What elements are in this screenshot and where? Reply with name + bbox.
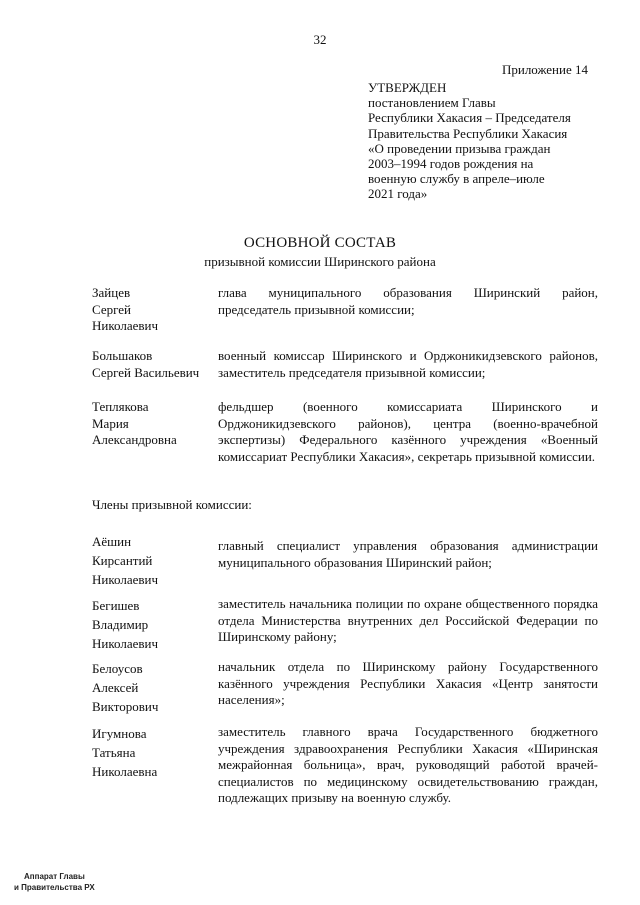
name-line: Теплякова bbox=[92, 399, 149, 414]
person-role: главный специалист управления образования администрации муниципального образования Ширинский район; bbox=[218, 538, 598, 570]
stamp-line: и Правительства РХ bbox=[14, 883, 95, 892]
name-line: Бегишев bbox=[92, 598, 140, 613]
person-name bbox=[92, 532, 222, 589]
name-line: Владимир bbox=[92, 617, 149, 632]
name-line: Большаков bbox=[92, 348, 153, 363]
person-name bbox=[92, 659, 222, 716]
name-line: Николаевич bbox=[92, 572, 158, 587]
person-role: начальник отдела по Ширинскому району Государственного казённого учреждения Республики Хакасия «Центр занятости населения»; bbox=[218, 659, 598, 708]
person-name bbox=[92, 399, 222, 449]
approval-line: военную службу в апреле–июле bbox=[368, 171, 545, 187]
approval-line: постановлением Главы bbox=[368, 95, 496, 111]
stamp-line: Аппарат Главы bbox=[24, 872, 85, 881]
person-role: заместитель главного врача Государственного бюджетного учреждения здравоохранения Республики Хакасия «Ширинская межрайонная больница», врач, руководящий работой врачей-специалистов по медицинскому освидетельствованию граждан, подлежащих призыву на военную службу. bbox=[218, 724, 598, 806]
name-line: Кирсантий bbox=[92, 553, 153, 568]
person-name bbox=[92, 348, 222, 381]
name-line: Николаевич bbox=[92, 318, 158, 334]
approval-line: 2003–1994 годов рождения на bbox=[368, 156, 534, 172]
name-line: Мария bbox=[92, 415, 129, 431]
name-line: Викторович bbox=[92, 699, 159, 714]
name-line: Алексей bbox=[92, 680, 139, 695]
approval-title: УТВЕРЖДЕН bbox=[368, 80, 447, 95]
document-subtitle: призывной комиссии Ширинского района bbox=[204, 254, 436, 269]
approval-block bbox=[368, 80, 598, 202]
person-role: заместитель начальника полиции по охране общественного порядка отдела Министерства внутренних дел Российской Федерации по Ширинскому району; bbox=[218, 596, 598, 645]
name-line: Игумнова bbox=[92, 726, 147, 741]
approval-line: «О проведении призыва граждан bbox=[368, 140, 551, 156]
approval-line: Правительства Республики Хакасия bbox=[368, 125, 568, 141]
page-number: 32 bbox=[313, 32, 327, 47]
name-line: Татьяна bbox=[92, 745, 136, 760]
name-line: Сергей bbox=[92, 301, 131, 317]
approval-line: 2021 года» bbox=[368, 186, 428, 202]
approval-line: Республики Хакасия – Председателя bbox=[368, 110, 571, 126]
name-line: Николаевна bbox=[92, 764, 158, 779]
document-title: ОСНОВНОЙ СОСТАВ bbox=[243, 235, 397, 251]
name-line: Зайцев bbox=[92, 285, 131, 300]
name-line: Александровна bbox=[92, 432, 177, 448]
person-role: военный комиссар Ширинского и Орджоникидзевского районов, заместитель председателя призывной комиссии; bbox=[218, 348, 598, 380]
person-name bbox=[92, 724, 222, 781]
person-name bbox=[92, 285, 222, 335]
office-stamp bbox=[14, 871, 95, 893]
appendix-label: Приложение 14 bbox=[501, 62, 588, 77]
name-line: Сергей Васильевич bbox=[92, 364, 200, 380]
person-role: фельдшер (военного комиссариата Ширинского и Орджоникидзевского районов), центра (военно-врачебной экспертизы) Федерального казённого учреждения «Военный комиссариат Республики Хакасия», секретарь призывной комиссии. bbox=[218, 399, 598, 464]
name-line: Белоусов bbox=[92, 661, 143, 676]
person-name bbox=[92, 596, 222, 653]
name-line: Аёшин bbox=[92, 534, 132, 549]
members-label: Члены призывной комиссии: bbox=[92, 497, 252, 512]
person-role: глава муниципального образования Ширинский район, председатель призывной комиссии; bbox=[218, 285, 598, 317]
name-line: Николаевич bbox=[92, 636, 158, 651]
